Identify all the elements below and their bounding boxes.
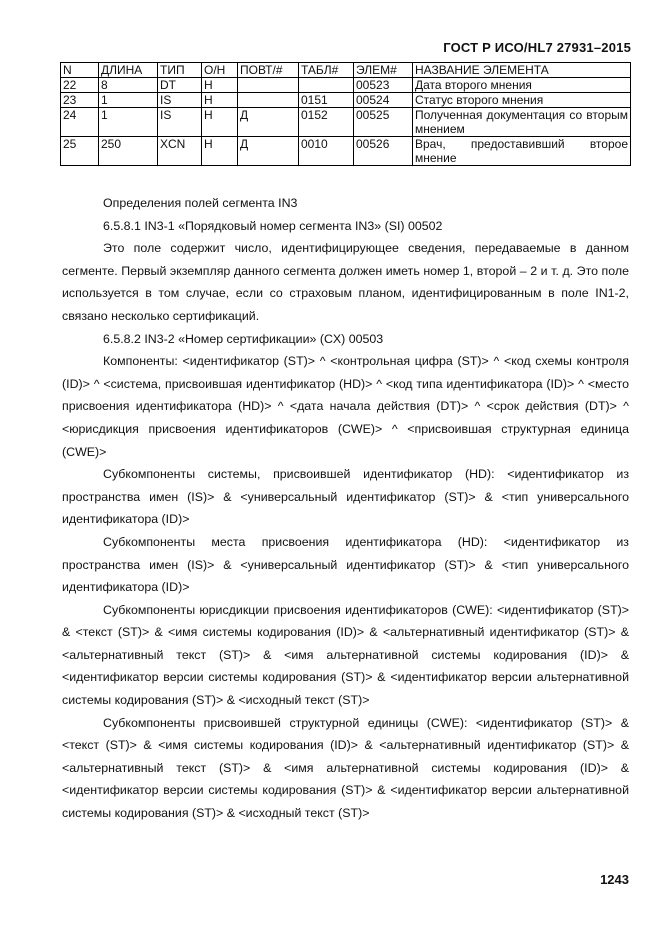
column-header: ТИП <box>158 63 202 78</box>
table-cell: 0152 <box>299 108 354 137</box>
table-cell <box>238 93 299 108</box>
page-number: 1243 <box>600 872 629 887</box>
paragraph: Компоненты: <идентификатор (ST)> ^ <контрольная цифра (ST)> ^ <код схемы контроля (ID)> ^ <система, присвоившая идентификатор (HD)> ^ <код типа идентификатора (ID)> ^ <место присвоения идентификатора (HD)> ^ <дата начала действия (DT)> ^ <срок действия (DT)> ^ <юрисдикция присвоения идентификаторов (CWE)> ^ <присвоившая структурная единица (CWE)> <box>62 354 629 459</box>
table-cell: Врач, предоставивший второе мнение <box>413 137 631 166</box>
table-cell: 0151 <box>299 93 354 108</box>
table-cell: 00525 <box>354 108 413 137</box>
table-cell: 250 <box>99 137 158 166</box>
table-row <box>61 93 631 108</box>
paragraph: Это поле содержит число, идентифицирующее сведения, передаваемые в данном сегменте. Первый экземпляр данного сегмента должен иметь номер 1, второй – 2 и т. д. Это поле используется в том случае, если со страховым планом, идентифицированным в поле IN1-2, связано несколько сертификаций. <box>62 241 629 323</box>
table-cell: 24 <box>61 108 99 137</box>
table-cell: Д <box>238 108 299 137</box>
table-cell: 23 <box>61 93 99 108</box>
table-cell: Н <box>202 78 238 93</box>
table-cell <box>238 78 299 93</box>
column-header: ТАБЛ# <box>299 63 354 78</box>
table-cell: 00524 <box>354 93 413 108</box>
table-row <box>61 78 631 93</box>
table-cell: 22 <box>61 78 99 93</box>
table-cell: Н <box>202 93 238 108</box>
table-cell: Д <box>238 137 299 166</box>
table-cell: 8 <box>99 78 158 93</box>
field-heading-in3-2: 6.5.8.2 IN3-2 «Номер сертификации» (CX) 00503 <box>103 331 384 346</box>
document-body <box>62 192 629 825</box>
table-cell: 1 <box>99 108 158 137</box>
document-header: ГОСТ Р ИСО/HL7 27931–2015 <box>443 40 631 55</box>
table-cell: IS <box>158 108 202 137</box>
table-cell: Полученная документация со вторым мнением <box>413 108 631 137</box>
table-cell: 0010 <box>299 137 354 166</box>
table-cell: Н <box>202 108 238 137</box>
table-cell: 1 <box>99 93 158 108</box>
table-cell: 25 <box>61 137 99 166</box>
table-row <box>61 108 631 137</box>
table-cell: XCN <box>158 137 202 166</box>
column-header: ПОВТ/# <box>238 63 299 78</box>
table-cell: Статус второго мнения <box>413 93 631 108</box>
section-heading: Определения полей сегмента IN3 <box>103 196 298 210</box>
field-heading-in3-1: 6.5.8.1 IN3-1 «Порядковый номер сегмента IN3» (SI) 00502 <box>103 218 443 233</box>
column-header: ЭЛЕМ# <box>354 63 413 78</box>
paragraph: Субкомпоненты присвоившей структурной единицы (CWE): <идентификатор (ST)> & <текст (ST)> & <имя системы кодирования (ID)> & <альтернативный идентификатор (ST)> & <альтернативный текст (ST)> & <имя альтернативной системы кодирования (ID)> & <идентификатор версии системы кодирования (ST)> & <идентификатор версии альтернативной системы кодирования (ST)> & <исходный текст (ST)> <box>62 715 629 821</box>
table-row <box>61 137 631 166</box>
table-cell: IS <box>158 93 202 108</box>
paragraph: Субкомпоненты места присвоения идентификатора (HD): <идентификатор из пространства имен (IS)> & <универсальный идентификатор (ST)> & <тип универсального идентификатора (ID)> <box>62 534 629 595</box>
table-cell: 00526 <box>354 137 413 166</box>
column-header: НАЗВАНИЕ ЭЛЕМЕНТА <box>413 63 631 78</box>
column-header: ДЛИНА <box>99 63 158 78</box>
paragraph: Субкомпоненты системы, присвоившей идентификатор (HD): <идентификатор из пространства имен (IS)> & <универсальный идентификатор (ST)> & <тип универсального идентификатора (ID)> <box>62 467 629 527</box>
column-header: N <box>61 63 99 78</box>
table-cell: Дата второго мнения <box>413 78 631 93</box>
table-cell: 00523 <box>354 78 413 93</box>
table-header-row <box>61 63 631 78</box>
paragraph: Субкомпоненты юрисдикции присвоения идентификаторов (CWE): <идентификатор (ST)> & <текст (ST)> & <имя системы кодирования (ID)> & <альтернативный идентификатор (ST)> & <альтернативный текст (ST)> & <имя альтернативной системы кодирования (ID)> & <идентификатор версии системы кодирования (ST)> & <идентификатор версии альтернативной системы кодирования (ST)> & <исходный текст (ST)> <box>62 602 629 708</box>
column-header: О/Н <box>202 63 238 78</box>
table-cell <box>299 78 354 93</box>
segment-fields-table <box>60 62 631 166</box>
table-cell: DT <box>158 78 202 93</box>
table-cell: Н <box>202 137 238 166</box>
